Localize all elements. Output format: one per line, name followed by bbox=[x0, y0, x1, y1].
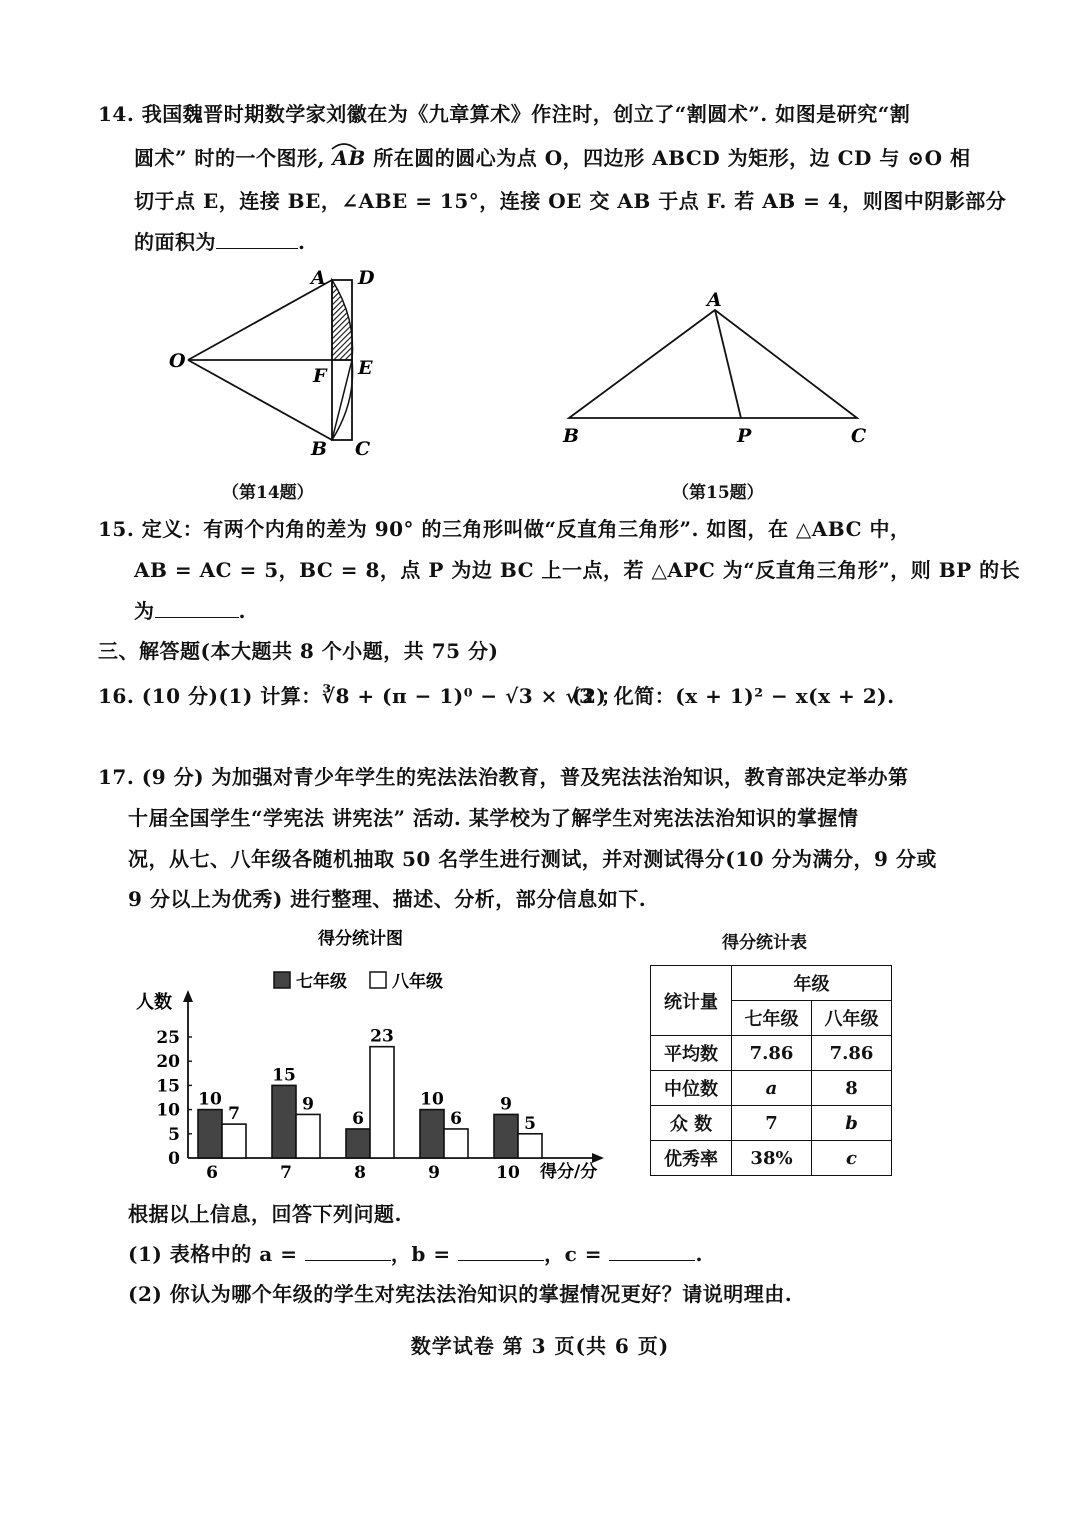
section-3-heading: 三、解答题(本大题共 8 个小题，共 75 分) bbox=[98, 639, 499, 663]
x-tick-label: 10 bbox=[496, 1163, 520, 1183]
q14-line-2b: 所在圆的圆心为点 O，四边形 ABCD 为矩形，边 CD 与 ⊙O 相 bbox=[373, 146, 971, 170]
bar-value-label: 9 bbox=[302, 1094, 314, 1115]
legend-label-grade8: 八年级 bbox=[392, 972, 443, 992]
plot-area bbox=[156, 990, 604, 1183]
table-row bbox=[651, 1141, 892, 1176]
q15-line-3: 为 . bbox=[134, 599, 246, 623]
legend-swatch-grade7 bbox=[274, 972, 290, 988]
label-b: B bbox=[563, 425, 580, 447]
q17-sub-2: (2) 你认为哪个年级的学生对宪法法治知识的掌握情况更好？请说明理由. bbox=[128, 1282, 793, 1306]
cell-grade8: b bbox=[812, 1106, 892, 1141]
q17-line-3: 况，从七、八年级各随机抽取 50 名学生进行测试，并对测试得分(10 分为满分，9 分或 bbox=[128, 847, 937, 871]
q14-line-1: 14. 我国魏晋时期数学家刘徽在为《九章算术》作注时，创立了“割圆术”. 如图是研究“割 bbox=[98, 102, 911, 126]
bar-grade7 bbox=[198, 1110, 222, 1158]
label-c: C bbox=[355, 438, 371, 460]
bar-grade8 bbox=[296, 1114, 320, 1158]
table-col-grade7: 七年级 bbox=[732, 1001, 812, 1036]
cell-grade8: 7.86 bbox=[812, 1036, 892, 1071]
row-label: 优秀率 bbox=[651, 1141, 732, 1176]
triangle-abc bbox=[569, 310, 857, 418]
bar-value-label: 9 bbox=[500, 1094, 512, 1115]
score-bar-chart bbox=[128, 922, 608, 1184]
table-corner: 统计量 bbox=[651, 966, 732, 1036]
label-c: C bbox=[851, 425, 867, 447]
x-tick-label: 9 bbox=[428, 1163, 440, 1183]
bar-grade8 bbox=[444, 1129, 468, 1158]
q14-line-2a: 圆术” 时的一个图形, bbox=[134, 146, 325, 170]
bar-value-label: 10 bbox=[198, 1089, 222, 1110]
bar-grade7 bbox=[272, 1085, 296, 1158]
q15-line-1: 15. 定义：有两个内角的差为 90° 的三角形叫做“反直角三角形”. 如图，在 △ABC 中， bbox=[98, 517, 911, 541]
row-label: 平均数 bbox=[651, 1036, 732, 1071]
bar-grade8 bbox=[370, 1047, 394, 1158]
q16-prefix: 16. (10 分)(1) 计算： bbox=[98, 684, 322, 708]
cell-grade7: 7.86 bbox=[732, 1036, 812, 1071]
label-a: A bbox=[707, 289, 722, 311]
cell-grade7: 7 bbox=[732, 1106, 812, 1141]
bar-grade7 bbox=[494, 1114, 518, 1158]
table-col-grade8: 八年级 bbox=[812, 1001, 892, 1036]
answer-blank-c bbox=[609, 1242, 695, 1261]
label-p: P bbox=[737, 425, 752, 447]
bar-value-label: 7 bbox=[228, 1104, 240, 1125]
bar-value-label: 5 bbox=[524, 1113, 536, 1134]
y-tick-label: 15 bbox=[156, 1076, 180, 1097]
q17-line-1: 17. (9 分) 为加强对青少年学生的宪法法治教育，普及宪法法治知识，教育部决定举办第 bbox=[98, 765, 909, 789]
figure-14 bbox=[165, 262, 385, 462]
label-b: B bbox=[311, 438, 328, 460]
row-label: 中位数 bbox=[651, 1071, 732, 1106]
q15-answer-blank bbox=[155, 599, 239, 618]
y-tick-label: 5 bbox=[168, 1124, 180, 1145]
y-tick-label: 10 bbox=[156, 1100, 180, 1121]
legend bbox=[274, 971, 443, 992]
table-row bbox=[651, 1071, 892, 1106]
bar-grade7 bbox=[420, 1110, 444, 1158]
q17-line-4: 9 分以上为优秀) 进行整理、描述、分析，部分信息如下. bbox=[128, 887, 647, 911]
label-a: A bbox=[311, 267, 326, 289]
figure-15 bbox=[555, 288, 885, 458]
stat-table bbox=[650, 965, 892, 1176]
y-tick-label: 25 bbox=[156, 1028, 180, 1048]
label-f: F bbox=[313, 365, 327, 387]
bar-value-label: 6 bbox=[450, 1108, 462, 1129]
q17-line-2: 十届全国学生“学宪法 讲宪法” 活动. 某学校为了解学生对宪法法治知识的掌握情 bbox=[128, 806, 859, 830]
legend-swatch-grade8 bbox=[370, 972, 386, 988]
bar-grade8 bbox=[222, 1124, 246, 1158]
figure-15-caption: （第15题） bbox=[672, 483, 764, 503]
y-tick-label: 20 bbox=[156, 1052, 180, 1073]
q16-line bbox=[98, 682, 621, 710]
cell-grade7: a bbox=[732, 1071, 812, 1106]
answer-blank-a bbox=[305, 1242, 391, 1261]
table-row bbox=[651, 1036, 892, 1071]
bar-value-label: 10 bbox=[420, 1089, 444, 1110]
x-tick-label: 7 bbox=[280, 1163, 292, 1183]
q16-part-2: (2) 化简：(x + 1)² − x(x + 2). bbox=[572, 684, 895, 708]
y-axis-label: 人数 bbox=[136, 992, 172, 1013]
table-title: 得分统计表 bbox=[722, 933, 807, 953]
q14-line-2 bbox=[134, 144, 970, 172]
q17-after: 根据以上信息，回答下列问题. bbox=[128, 1202, 402, 1226]
q17-sub-1: (1) 表格中的 a = ，b = ，c = . bbox=[128, 1242, 703, 1266]
q14-line-3: 切于点 E，连接 BE，∠ABE = 15°，连接 OE 交 AB 于点 F. 若 AB = 4，则图中阴影部分 bbox=[134, 189, 1007, 213]
arc-ab: AB bbox=[332, 144, 365, 172]
bar-grade8 bbox=[518, 1134, 542, 1158]
segment-oa bbox=[188, 280, 332, 360]
table-row bbox=[651, 1106, 892, 1141]
y-tick-label: 0 bbox=[168, 1149, 180, 1169]
legend-label-grade7: 七年级 bbox=[296, 972, 347, 992]
shaded-region bbox=[332, 280, 353, 360]
figure-14-caption: （第14题） bbox=[222, 483, 314, 503]
chart-title: 得分统计图 bbox=[318, 929, 403, 949]
answer-blank-b bbox=[458, 1242, 544, 1261]
x-tick-label: 6 bbox=[206, 1163, 218, 1183]
q14-line-4: 的面积为 . bbox=[134, 230, 306, 254]
row-label: 众 数 bbox=[651, 1106, 732, 1141]
label-d: D bbox=[358, 267, 375, 289]
cell-grade7: 38% bbox=[732, 1141, 812, 1176]
segment-ob bbox=[188, 360, 332, 440]
x-tick-label: 8 bbox=[354, 1163, 366, 1183]
page-footer: 数学试卷 第 3 页(共 6 页) bbox=[410, 1334, 670, 1358]
cell-grade8: c bbox=[812, 1141, 892, 1176]
bar-value-label: 23 bbox=[370, 1026, 394, 1047]
table-group-header: 年级 bbox=[732, 966, 892, 1001]
bar-value-label: 15 bbox=[272, 1065, 296, 1086]
x-axis-label: 得分/分 bbox=[540, 1162, 598, 1182]
cell-grade8: 8 bbox=[812, 1071, 892, 1106]
label-e: E bbox=[358, 357, 373, 379]
q15-line-2: AB = AC = 5，BC = 8，点 P 为边 BC 上一点，若 △APC 为“反直角三角形”，则 BP 的长 bbox=[134, 558, 1021, 582]
arc-symbol bbox=[330, 142, 358, 150]
bar-value-label: 6 bbox=[352, 1108, 364, 1129]
label-o: O bbox=[169, 350, 186, 372]
bar-grade7 bbox=[346, 1129, 370, 1158]
q16-expr-1: ∛8 + (π − 1)⁰ − √3 × √3 ； bbox=[321, 684, 622, 708]
y-axis-arrow bbox=[183, 990, 193, 1002]
q14-answer-blank bbox=[216, 230, 298, 249]
